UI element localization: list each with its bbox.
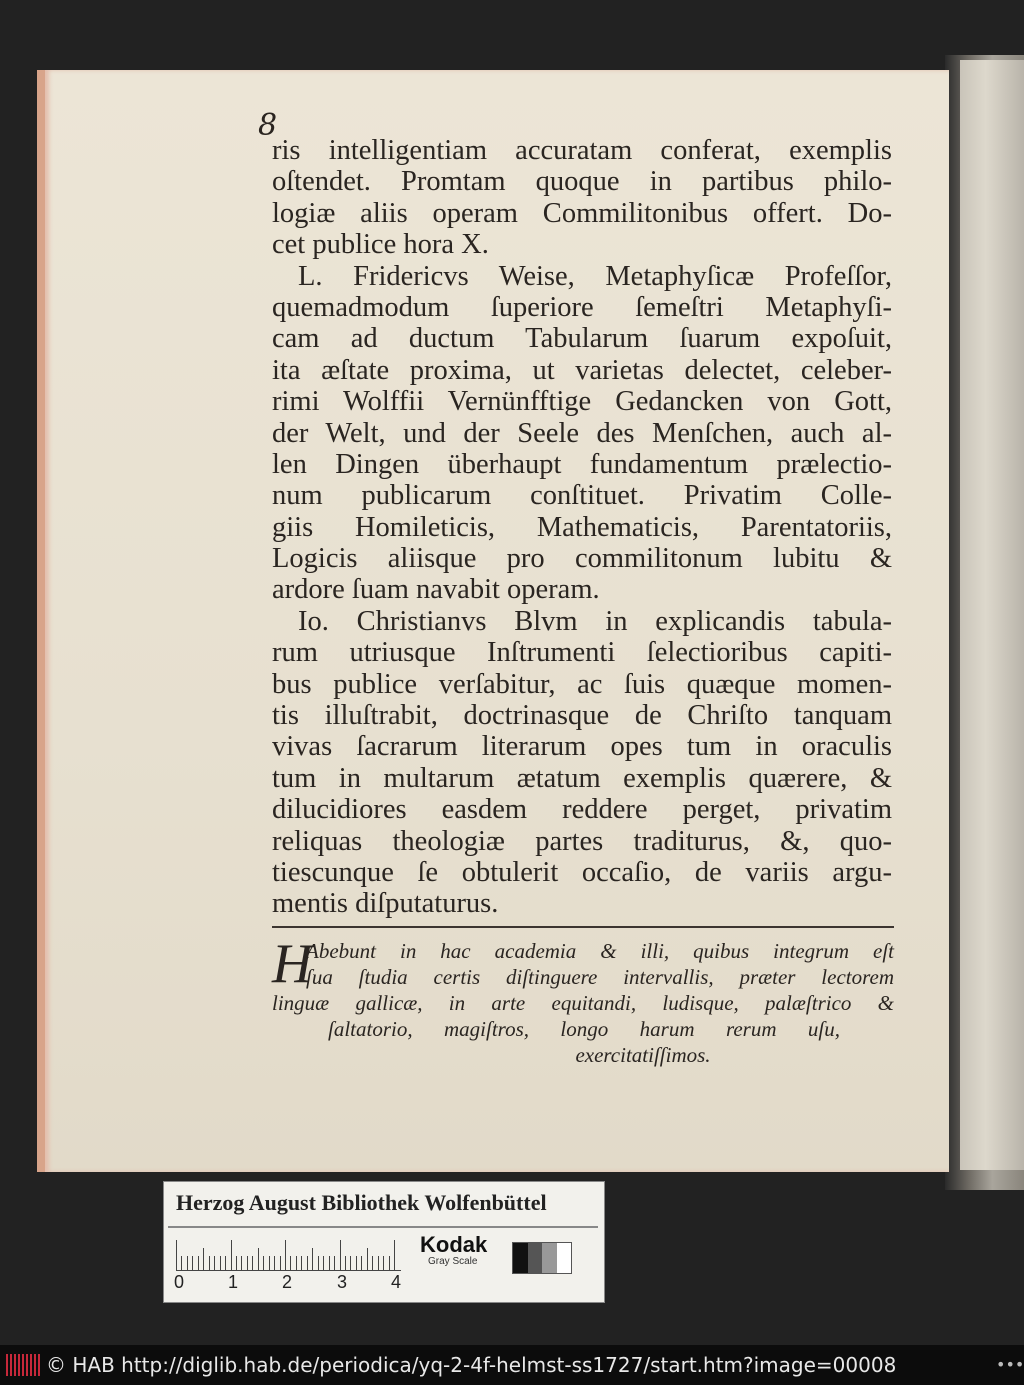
- library-name: Herzog August Bibliothek Wolfenbüttel: [176, 1190, 547, 1215]
- ruler-tick: [301, 1256, 302, 1270]
- ruler-tick: [192, 1256, 193, 1270]
- page-number: 8: [258, 108, 278, 143]
- ruler-tick: [389, 1256, 390, 1270]
- note-dropcap: H: [272, 933, 313, 995]
- ruler-tick: [356, 1256, 357, 1270]
- text-line: tis illuſtrabit, doctrinasque de Chriſto tanquam: [272, 700, 892, 732]
- ruler-tick: [307, 1256, 308, 1270]
- ruler-tick: [290, 1256, 291, 1270]
- text-line: dilucidiores easdem reddere perget, privatim: [272, 794, 892, 826]
- text-line: logiæ aliis operam Commilitonibus offert. Do-: [272, 197, 892, 229]
- ruler-digit-3: 3: [337, 1272, 348, 1292]
- swatch-white: [557, 1243, 572, 1273]
- ruler-tick: [220, 1256, 221, 1270]
- ruler-tick: [340, 1240, 341, 1270]
- ruler-tick: [345, 1256, 346, 1270]
- ruler-tick: [236, 1256, 237, 1270]
- ruler-tick: [378, 1256, 379, 1270]
- ruler-tick: [394, 1240, 395, 1270]
- separator-rule: [272, 926, 894, 928]
- ruler-tick: [269, 1256, 270, 1270]
- ruler-tick: [225, 1256, 226, 1270]
- note-line: linguæ gallicæ, in arte equitandi, ludisque, palæſtrico &: [272, 991, 894, 1015]
- text-line: ardore ſuam navabit operam.: [272, 574, 600, 606]
- text-line: giis Homileticis, Mathematicis, Parentatoriis,: [272, 511, 892, 543]
- gray-swatches: [512, 1242, 572, 1274]
- text-line: tum in multarum ætatum exemplis quærere, &: [272, 762, 892, 794]
- text-line: len Dingen überhaupt fundamentum prælectio-: [272, 448, 892, 480]
- text-line: mentis diſputaturus.: [272, 888, 499, 920]
- ruler-tick: [296, 1256, 297, 1270]
- ruler-digit-2: 2: [282, 1272, 293, 1292]
- ruler-tick: [285, 1240, 286, 1270]
- text-line: reliquas theologiæ partes traditurus, &, quo-: [272, 825, 892, 857]
- ruler-tick: [214, 1256, 215, 1270]
- ruler-tick: [312, 1248, 313, 1270]
- ruler-tick: [318, 1256, 319, 1270]
- swatch-black: [513, 1243, 528, 1273]
- kodak-logo: Kodak: [420, 1232, 488, 1257]
- ruler-tick: [372, 1256, 373, 1270]
- footer-url[interactable]: © HAB http://diglib.hab.de/periodica/yq-2-4f-helmst-ss1727/start.htm?image=00008: [46, 1353, 897, 1377]
- ruler-tick: [209, 1256, 210, 1270]
- note-line: Abebunt in hac academia & illi, quibus integrum eſt: [306, 939, 894, 963]
- footer-bar: [0, 1345, 1024, 1385]
- ruler-tick: [231, 1240, 232, 1270]
- gray-scale-label: Gray Scale: [428, 1256, 478, 1267]
- text-line: rum utriusque Inſtrumenti ſelectioribus capiti-: [272, 637, 892, 669]
- ruler-tick: [329, 1256, 330, 1270]
- swatch-dark: [528, 1243, 543, 1273]
- ruler-digit-0: 0: [174, 1272, 185, 1292]
- text-line: Io. Christianvs Blvm in explicandis tabula-: [298, 605, 892, 637]
- ruler-tick: [383, 1256, 384, 1270]
- text-line: quemadmodum ſuperiore ſemeſtri Metaphyſi-: [272, 291, 892, 323]
- text-line: tiescunque ſe obtulerit occaſio, de variis argu-: [272, 856, 892, 888]
- main-text: [272, 135, 892, 920]
- ruler-tick: [280, 1256, 281, 1270]
- ruler-tick: [187, 1256, 188, 1270]
- text-line: cet publice hora X.: [272, 229, 489, 261]
- card-divider: [168, 1226, 598, 1228]
- text-line: ita æſtate proxima, ut varietas delectet, celeber-: [272, 354, 892, 386]
- ruler-tick: [181, 1256, 182, 1270]
- ruler-tick: [367, 1248, 368, 1270]
- ruler-tick: [258, 1248, 259, 1270]
- ruler-digit-4: 4: [391, 1272, 402, 1292]
- library-color-card: [163, 1181, 605, 1303]
- ruler-tick: [274, 1256, 275, 1270]
- text-line: oſtendet. Promtam quoque in partibus philo-: [272, 166, 892, 198]
- text-line: Logicis aliisque pro commilitonum lubitu &: [272, 543, 892, 575]
- adjacent-page-edge: [960, 60, 1024, 1170]
- footnote-text: [272, 933, 894, 1068]
- hab-barcode-icon: [6, 1354, 42, 1376]
- swatch-mid: [542, 1243, 557, 1273]
- note-line: exercitatiſſimos.: [575, 1043, 711, 1067]
- note-line: ſaltatorio, magiſtros, longo harum rerum uſu,: [328, 1017, 840, 1041]
- text-line: L. Fridericvs Weise, Metaphyſicæ Profeſſor,: [298, 260, 892, 292]
- ruler-tick: [350, 1256, 351, 1270]
- text-line: vivas ſacrarum literarum opes tum in oraculis: [272, 731, 892, 763]
- ruler-tick: [241, 1256, 242, 1270]
- text-line: cam ad ductum Tabularum ſuarum expoſuit,: [272, 323, 892, 355]
- text-line: ris intelligentiam accuratam conferat, exemplis: [272, 135, 892, 166]
- note-line: ſua ſtudia certis diſtinguere intervallis, præter lectorem: [306, 965, 894, 989]
- ruler-tick: [176, 1240, 177, 1270]
- ruler-tick: [263, 1256, 264, 1270]
- ruler-tick: [247, 1256, 248, 1270]
- scale-ruler: [176, 1238, 401, 1271]
- ruler-digit-1: 1: [228, 1272, 239, 1292]
- text-line: bus publice verſabitur, ac ſuis quæque momen-: [272, 668, 892, 700]
- text-line: rimi Wolffii Vernünfftige Gedancken von Gott,: [272, 386, 892, 418]
- ruler-tick: [203, 1248, 204, 1270]
- ruler-tick: [334, 1256, 335, 1270]
- ruler-tick: [252, 1256, 253, 1270]
- ruler-tick: [198, 1256, 199, 1270]
- text-line: num publicarum conſtituet. Privatim Colle-: [272, 480, 892, 512]
- more-icon[interactable]: •••: [996, 1355, 1024, 1374]
- ruler-tick: [323, 1256, 324, 1270]
- text-line: der Welt, und der Seele des Menſchen, auch al-: [272, 417, 892, 449]
- ruler-tick: [361, 1256, 362, 1270]
